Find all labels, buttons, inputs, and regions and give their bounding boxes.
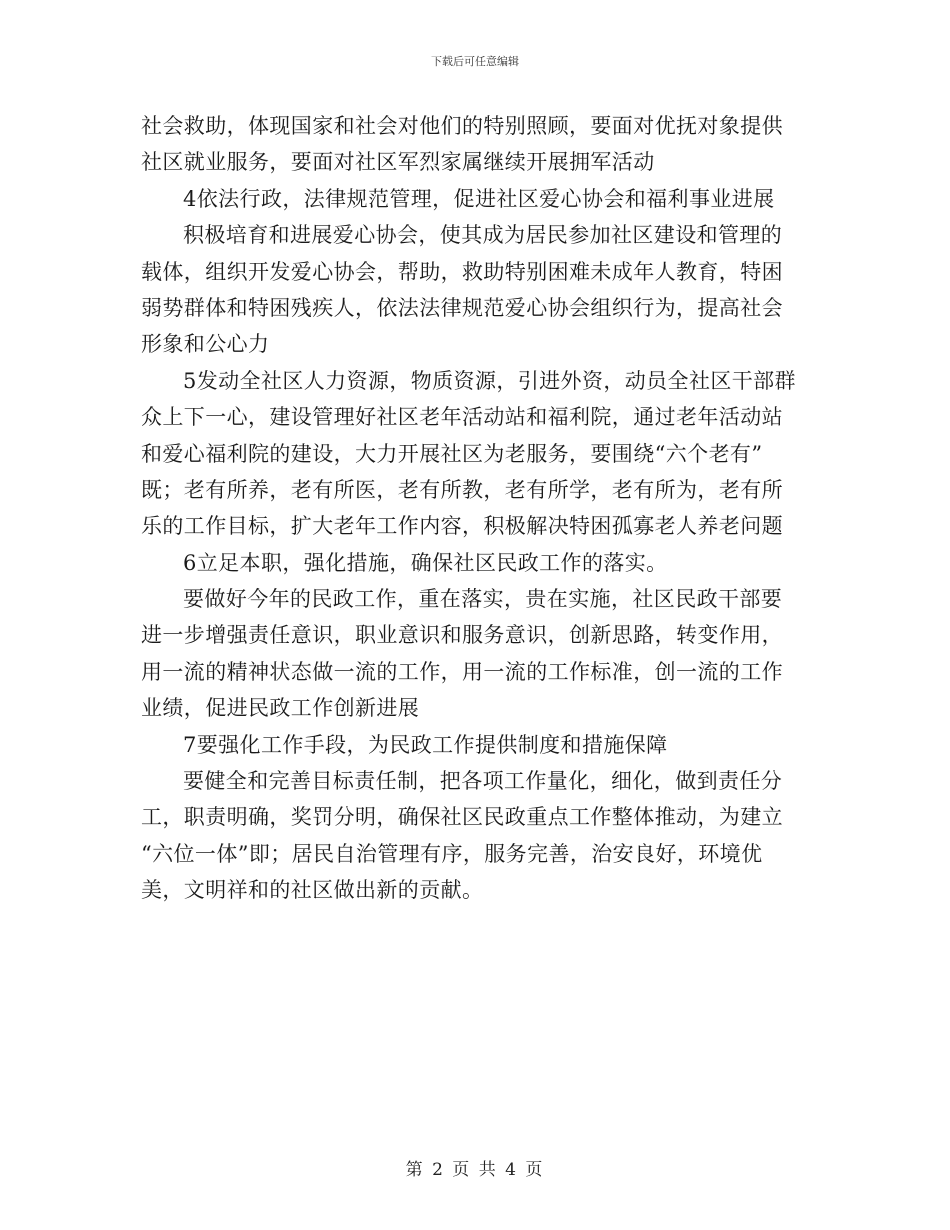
body-line: 乐的工作目标，扩大老年工作内容，积极解决特困孤寡老人养老问题 bbox=[141, 514, 783, 539]
body-line: 要做好今年的民政工作，重在落实，贵在实施，社区民政干部要 bbox=[183, 587, 783, 612]
body-line: 用一流的精神状态做一流的工作，用一流的工作标准，创一流的工作 bbox=[141, 659, 783, 684]
body-line: 7要强化工作手段，为民政工作提供制度和措施保障 bbox=[183, 732, 668, 757]
body-line: 要健全和完善目标责任制，把各项工作量化，细化，做到责任分 bbox=[183, 769, 783, 794]
body-line: 工，职责明确，奖罚分明，确保社区民政重点工作整体推动，为建立 bbox=[141, 805, 783, 830]
body-line: 弱势群体和特困残疾人，依法法律规范爱心协会组织行为，提高社会 bbox=[141, 295, 783, 320]
body-line: 进一步增强责任意识，职业意识和服务意识，创新思路，转变作用， bbox=[141, 623, 783, 648]
body-line: 4依法行政，法律规范管理，促进社区爱心协会和福利事业进展 bbox=[183, 186, 775, 211]
body-line: 和爱心福利院的建设，大力开展社区为老服务，要围绕“六个老有” bbox=[141, 441, 763, 466]
body-line: 美，文明祥和的社区做出新的贡献。 bbox=[141, 878, 484, 903]
page-number: 第 2 页 共 4 页 bbox=[405, 1160, 545, 1180]
body-line: 众上下一心，建设管理好社区老年活动站和福利院，通过老年活动站 bbox=[141, 405, 783, 430]
body-line: “六位一体”即；居民自治管理有序，服务完善，治安良好，环境优 bbox=[141, 841, 763, 866]
body-line: 积极培育和进展爱心协会，使其成为居民参加社区建设和管理的 bbox=[183, 223, 783, 248]
body-line: 5发动全社区人力资源，物质资源，引进外资，动员全社区干部群 bbox=[183, 368, 796, 393]
document-body bbox=[141, 108, 813, 909]
body-line: 社区就业服务，要面对社区军烈家属继续开展拥军活动 bbox=[141, 150, 655, 175]
body-line: 业绩，促进民政工作创新进展 bbox=[141, 696, 420, 721]
body-line: 6立足本职，强化措施，确保社区民政工作的落实。 bbox=[183, 550, 668, 575]
body-line: 既；老有所养，老有所医，老有所教，老有所学，老有所为，老有所 bbox=[141, 477, 783, 502]
header-note: 下载后可任意编辑 bbox=[431, 55, 519, 68]
body-line: 载体，组织开发爱心协会，帮助，救助特别困难未成年人教育，特困 bbox=[141, 259, 783, 284]
body-line: 社会救助，体现国家和社会对他们的特别照顾，要面对优抚对象提供 bbox=[141, 114, 783, 138]
body-line: 形象和公心力 bbox=[141, 332, 270, 357]
